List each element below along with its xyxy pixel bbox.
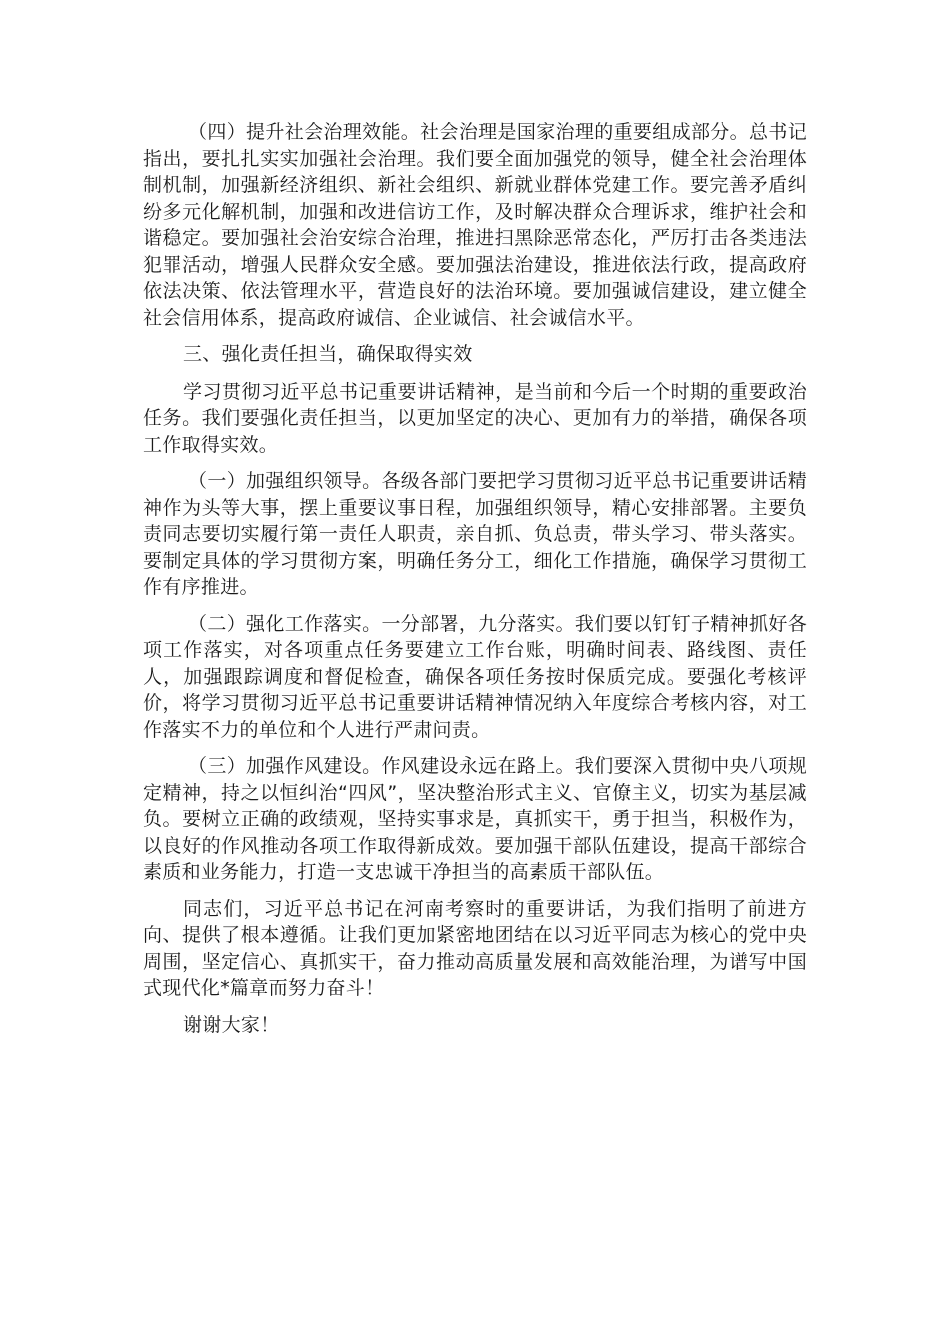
paragraph-social-governance: （四）提升社会治理效能。社会治理是国家治理的重要组成部分。总书记指出，要扎扎实实加强社会治理。我们要全面加强党的领导，健全社会治理体制机制，加强新经济组织、新社会组织、新就业群体党建工作。要完善矛盾纠纷多元化解机制，加强和改进信访工作，及时解决群众合理诉求，维护社会和谐稳定。要加强社会治安综合治理，推进扫黑除恶常态化，严厉打击各类违法犯罪活动，增强人民群众安全感。要加强法治建设，推进依法行政，提高政府依法决策、依法管理水平，营造良好的法治环境。要加强诚信建设，建立健全社会信用体系，提高政府诚信、企业诚信、社会诚信水平。 [143,121,807,329]
paragraph-organization-leadership: （一）加强组织领导。各级各部门要把学习贯彻习近平总书记重要讲话精神作为头等大事，摆上重要议事日程，加强组织领导，精心安排部署。主要负责同志要切实履行第一责任人职责，亲自抓、负总责，带头学习、带头落实。要制定具体的学习贯彻方案，明确任务分工，细化工作措施，确保学习贯彻工作有序推进。 [143,470,807,598]
section-heading-responsibility: 三、强化责任担当，确保取得实效 [183,343,473,365]
paragraph-closing: 同志们，习近平总书记在河南考察时的重要讲话，为我们指明了前进方向、提供了根本遵循。让我们更加紧密地团结在以习近平同志为核心的党中央周围，坚定信心、真抓实干，奋力推动高质量发展和高效能治理，为谱写中国式现代化*篇章而努力奋斗！ [143,897,807,999]
paragraph-thanks: 谢谢大家！ [183,1013,280,1036]
paragraph-work-implementation: （二）强化工作落实。一分部署，九分落实。我们要以钉钉子精神抓好各项工作落实，对各项重点任务要建立工作台账，明确时间表、路线图、责任人，加强跟踪调度和督促检查，确保各项任务按时保质完成。要强化考核评价，将学习贯彻习近平总书记重要讲话精神情况纳入年度综合考核内容，对工作落实不力的单位和个人进行严肃问责。 [143,612,807,741]
paragraph-work-style: （三）加强作风建设。作风建设永远在路上。我们要深入贯彻中央八项规定精神，持之以恒纠治“四风”，坚决整治形式主义、官僚主义，切实为基层减负。要树立正确的政绩观，坚持实事求是，真抓实干，勇于担当，积极作为，以良好的作风推动各项工作取得新成效。要加强干部队伍建设，提高干部综合素质和业务能力，打造一支忠诚干净担当的高素质干部队伍。 [143,755,807,883]
document-body [143,119,807,1048]
paragraph-section-intro: 学习贯彻习近平总书记重要讲话精神，是当前和今后一个时期的重要政治任务。我们要强化责任担当，以更加坚定的决心、更加有力的举措，确保各项工作取得实效。 [143,380,807,456]
